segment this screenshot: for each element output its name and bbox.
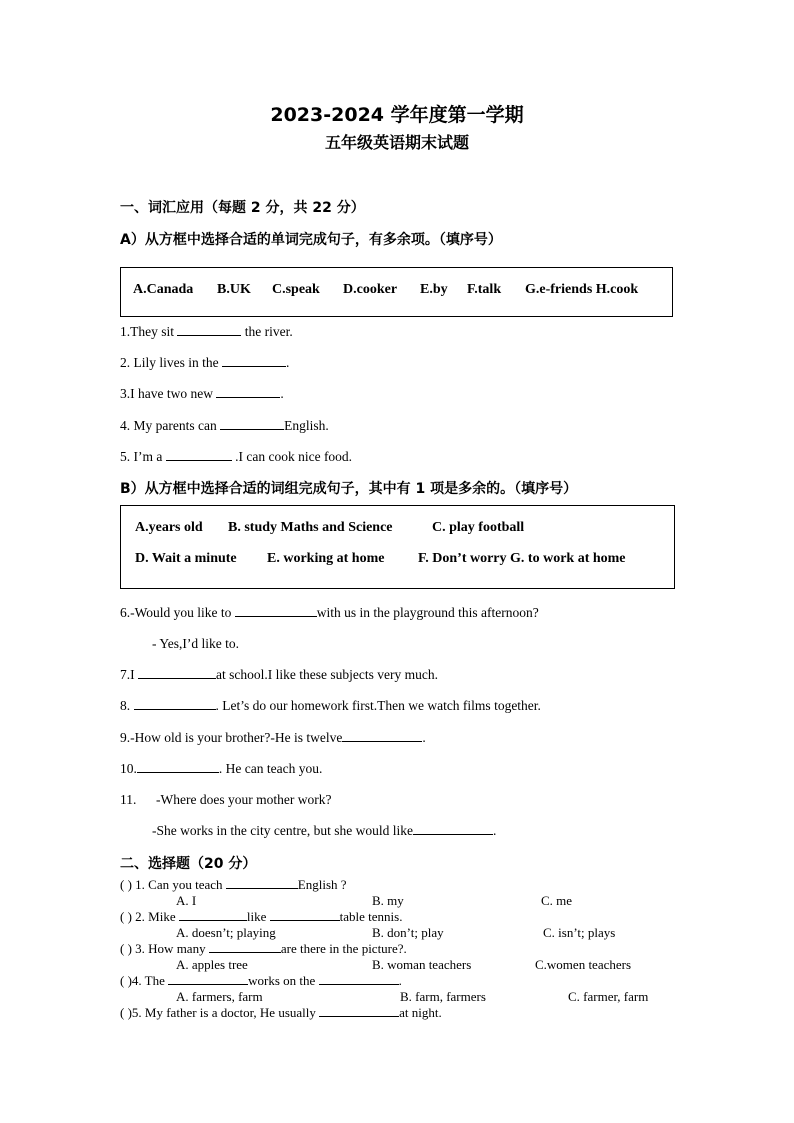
word-option: A.Canada xyxy=(133,282,194,297)
option-c[interactable]: C. me xyxy=(541,893,573,908)
option-c[interactable]: C.women teachers xyxy=(535,957,632,972)
phrase-option: C. play football xyxy=(432,520,525,535)
option-a[interactable]: A. farmers, farm xyxy=(176,989,263,1004)
question-8: 8. . Let’s do our homework first.Then we watch films together. xyxy=(120,698,541,713)
option-a[interactable]: A. I xyxy=(176,893,197,908)
question-7: 7.I at school.I like these subjects very much. xyxy=(120,667,438,682)
section-heading-vocabulary: 一、词汇应用（每题 2 分，共 22 分） xyxy=(120,200,365,216)
phrase-option: A.years old xyxy=(135,520,203,535)
question-9: 9.-How old is your brother?-He is twelve . xyxy=(120,730,426,745)
section-heading-choice: 二、选择题（20 分） xyxy=(120,856,257,872)
phrase-option: F. Don’t worry G. to work at home xyxy=(418,551,626,566)
option-b[interactable]: B. farm, farmers xyxy=(400,989,486,1004)
answer-blank xyxy=(270,919,340,921)
phrase-option: D. Wait a minute xyxy=(135,551,237,566)
answer-blank[interactable] xyxy=(166,459,232,461)
question-10: 10. . He can teach you. xyxy=(120,761,323,776)
option-a[interactable]: A. apples tree xyxy=(176,957,248,972)
question-2: 2. Lily lives in the . xyxy=(120,355,290,370)
word-option: F.talk xyxy=(467,282,502,297)
answer-blank[interactable] xyxy=(216,396,280,398)
phrase-option: B. study Maths and Science xyxy=(228,520,393,535)
answer-blank xyxy=(179,919,247,921)
word-option: G.e-friends H.cook xyxy=(525,282,639,297)
choice-question-4: ( )4. The works on the . xyxy=(120,973,402,988)
instruction-a: A）从方框中选择合适的单词完成句子，有多余项。（填序号） xyxy=(120,232,502,248)
answer-paren[interactable]: ( ) xyxy=(120,877,132,892)
option-c[interactable]: C. isn’t; plays xyxy=(543,925,616,940)
page-subtitle: 五年级英语期末试题 xyxy=(324,133,469,152)
answer-blank[interactable] xyxy=(235,615,317,617)
answer-blank[interactable] xyxy=(342,740,422,742)
answer-blank[interactable] xyxy=(137,771,219,773)
word-option: D.cooker xyxy=(343,282,398,297)
question-4: 4. My parents can English. xyxy=(120,418,329,433)
answer-blank[interactable] xyxy=(134,708,216,710)
answer-blank xyxy=(319,1015,399,1017)
question-11-line2: -She works in the city centre, but she would like . xyxy=(152,823,497,838)
phrase-box xyxy=(120,505,675,589)
option-a[interactable]: A. doesn’t; playing xyxy=(176,925,276,940)
answer-blank xyxy=(168,983,248,985)
option-b[interactable]: B. don’t; play xyxy=(372,925,444,940)
answer-blank[interactable] xyxy=(222,365,286,367)
word-option: B.UK xyxy=(217,282,251,297)
question-6-reply: - Yes,I’d like to. xyxy=(152,636,239,651)
answer-paren[interactable]: ( ) xyxy=(120,909,132,924)
word-option: C.speak xyxy=(272,282,320,297)
choice-question-5: ( )5. My father is a doctor, He usually at night. xyxy=(120,1005,442,1020)
word-option: E.by xyxy=(420,282,448,297)
question-6: 6.-Would you like to with us in the playground this afternoon? xyxy=(120,605,539,620)
phrase-option: E. working at home xyxy=(267,551,385,566)
question-1: 1.They sit the river. xyxy=(120,324,293,339)
answer-blank xyxy=(226,887,298,889)
answer-blank xyxy=(319,983,399,985)
answer-blank[interactable] xyxy=(413,833,493,835)
answer-blank[interactable] xyxy=(138,677,216,679)
question-3: 3.I have two new . xyxy=(120,386,284,401)
instruction-b: B）从方框中选择合适的词组完成句子，其中有 1 项是多余的。（填序号） xyxy=(120,481,578,497)
option-b[interactable]: B. my xyxy=(372,893,404,908)
answer-paren[interactable]: ( ) xyxy=(120,973,132,988)
page-title: 2023-2024 学年度第一学期 xyxy=(270,104,524,126)
option-b[interactable]: B. woman teachers xyxy=(372,957,472,972)
answer-blank[interactable] xyxy=(220,428,284,430)
question-11-num: 11. xyxy=(120,792,137,807)
choice-question-2: ( ) 2. Mike like table tennis. xyxy=(120,909,403,924)
answer-blank xyxy=(209,951,281,953)
choice-question-1: ( ) 1. Can you teach English ? xyxy=(120,877,347,892)
answer-blank[interactable] xyxy=(177,334,241,336)
option-c[interactable]: C. farmer, farm xyxy=(568,989,649,1004)
answer-paren[interactable]: ( ) xyxy=(120,941,132,956)
choice-question-3: ( ) 3. How many are there in the picture?. xyxy=(120,941,407,956)
word-box xyxy=(120,267,673,317)
question-5: 5. I’m a .I can cook nice food. xyxy=(120,449,353,464)
answer-paren[interactable]: ( ) xyxy=(120,1005,132,1020)
question-11-line1: -Where does your mother work? xyxy=(156,792,332,807)
